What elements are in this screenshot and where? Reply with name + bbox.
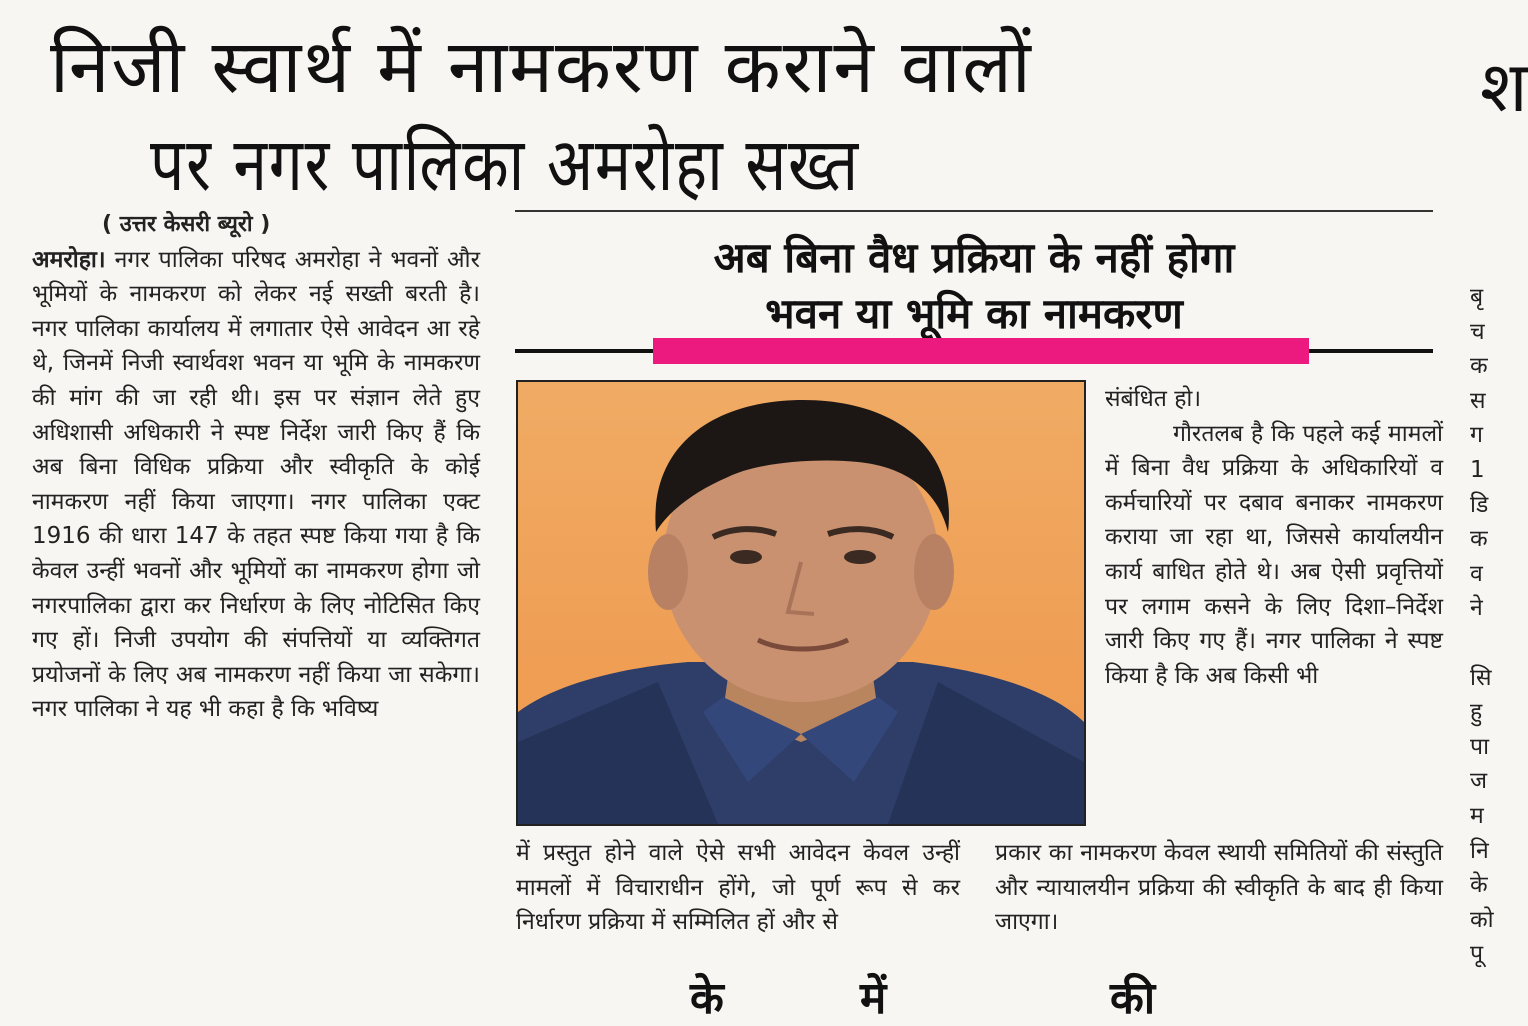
portrait-illustration [518,382,1084,824]
subheadline-line-1: अब बिना वैध प्रक्रिया के नहीं होगा [713,233,1235,282]
edge-fragment: हु [1470,699,1483,726]
dateline: अमरोहा। [32,246,106,273]
cut-off-headline-edge: श [1480,46,1528,128]
article-column-right-bottom [995,836,1443,940]
edge-fragment: क [1470,526,1488,553]
edge-fragment: पा [1470,733,1490,760]
cut-off-next-headline: के में की [690,973,1156,1024]
edge-fragment: ने [1470,595,1483,622]
article-column-right [1105,382,1443,693]
divider-rule [515,210,1433,212]
subheadline-block [515,210,1433,370]
article-text-middle-bottom: में प्रस्तुत होने वाले ऐसे सभी आवेदन केवल उन्हीं मामलों में विचाराधीन होंगे, जो पूर्ण रूप से कर निर्धारण प्रक्रिया में सम्मिलित हों और से [516,840,960,936]
headline-line-2: पर नगर पालिका अमरोहा सख्त [150,122,860,208]
edge-fragment: को [1470,906,1494,933]
edge-fragment: स [1470,387,1486,414]
article-text-right-bottom: प्रकार का नामकरण केवल स्थायी समितियों की संस्तुति और न्यायालयीन प्रक्रिया की स्वीकृति के बाद ही किया जाएगा। [995,840,1443,936]
edge-fragment: च [1470,318,1485,345]
edge-fragment: 1 [1470,456,1485,483]
article-text-left: नगर पालिका परिषद अमरोहा ने भवनों और भूमियों के नामकरण को लेकर नई सख्ती बरती है। नगर पालिका कार्यालय में लगातार ऐसे आवेदन आ रहे थे, जिनमें निजी स्वार्थवश भवन या भूमि के नामकरण की मांग की जा रही थी। इस पर संज्ञान लेते हुए अधिशासी अधिकारी ने स्पष्ट निर्देश जारी किए हैं कि अब बिना विधिक प्रक्रिया और स्वीकृति के कोई नामकरण नहीं किया जाएगा। नगर पालिका एक्ट 1916 की धारा 147 के तहत स्पष्ट किया गया है कि केवल उन्हीं भवनों और भूमियों का नामकरण होगा जो नगरपालिका द्वारा कर निर्धारण के लिए नोटिसित किए गए हों। निजी उपयोग की संपत्तियों या व्यक्तिगत प्रयोजनों के लिए अब नामकरण नहीं किया जा सकेगा।नगर पालिका ने यह भी कहा है कि भविष्य [32,246,480,723]
article-column-left [32,208,480,727]
cut-off-adjacent-column [1470,280,1500,972]
edge-fragment: ग [1470,422,1483,449]
edge-fragment: सि [1470,664,1492,691]
portrait-photo [516,380,1086,826]
edge-fragment: के [1470,872,1488,899]
edge-fragment: बृ [1470,284,1484,310]
edge-fragment [1470,626,1500,661]
article-text-right-intro: संबंधित हो। [1105,386,1202,412]
edge-fragment: क [1470,353,1488,380]
edge-fragment: म [1470,802,1484,829]
edge-fragment: पू [1470,941,1484,968]
article-body-left [32,243,480,727]
edge-fragment: व [1470,560,1483,587]
article-text-right: गौरतलब है कि पहले कई मामलों में बिना वैध प्रक्रिया के अधिकारियों व कर्मचारियों पर दबाव बनाकर नामकरण कराया जा रहा था, जिससे कार्यालयीन कार्य बाधित होते थे। अब ऐसी प्रवृत्तियों पर लगाम कसने के लिए दिशा–निर्देश जारी किए गए हैं। नगर पालिका ने स्पष्ट किया है कि अब किसी भी [1105,420,1443,689]
subheadline-line-2: भवन या भूमि का नामकरण [765,289,1183,338]
edge-fragment: डि [1470,491,1489,518]
article-column-middle-bottom [516,836,960,940]
edge-fragment: ज [1470,768,1488,795]
headline-line-1: निजी स्वार्थ में नामकरण कराने वालों [50,24,1033,110]
accent-pink-bar [653,338,1309,364]
byline: ( उत्तर केसरी ब्यूरो ) [102,212,271,237]
edge-fragment: नि [1470,837,1489,864]
